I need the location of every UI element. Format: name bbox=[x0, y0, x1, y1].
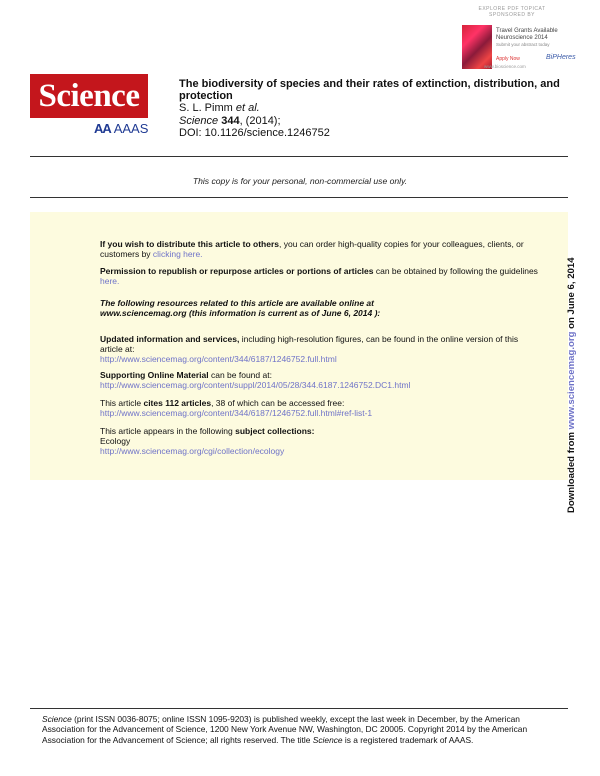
subject-prefix: This article appears in the following bbox=[100, 426, 236, 436]
cites-section bbox=[100, 398, 540, 418]
aaas-logo bbox=[94, 121, 148, 136]
references-link[interactable]: http://www.sciencemag.org/content/344/6187/1246752.full.html#ref-list-1 bbox=[100, 408, 373, 418]
full-text-link[interactable]: http://www.sciencemag.org/content/344/6187/1246752.full.html bbox=[100, 354, 337, 364]
copy-notice: This copy is for your personal, non-commercial use only. bbox=[192, 176, 408, 186]
ad-title-line1: Travel Grants Available bbox=[496, 28, 558, 34]
distribute-heading: If you wish to distribute this article to others bbox=[100, 239, 279, 249]
footer-trademark-name: Science bbox=[312, 734, 343, 745]
science-logo-text: Science bbox=[38, 78, 140, 114]
article-citation bbox=[179, 115, 574, 127]
subject-heading: subject collections: bbox=[235, 426, 315, 436]
permission-section bbox=[100, 266, 540, 286]
clicking-here-link[interactable]: clicking here. bbox=[152, 249, 203, 259]
journal-volume: 344 bbox=[221, 114, 240, 127]
cites-count: cites 112 articles bbox=[143, 398, 212, 408]
subject-collection-link[interactable]: http://www.sciencemag.org/cgi/collection/ecology bbox=[100, 446, 285, 456]
resources-line2: www.sciencemag.org (this information is current as of June 6, 2014 ): bbox=[100, 308, 381, 318]
guidelines-here-link[interactable]: here. bbox=[100, 276, 120, 286]
som-section bbox=[100, 370, 540, 390]
divider-footer bbox=[30, 708, 568, 709]
permission-text: can be obtained by following the guidelines bbox=[373, 266, 538, 276]
article-title: The biodiversity of species and their rates of extinction, distribution, and protection bbox=[179, 78, 560, 103]
som-text: can be found at: bbox=[208, 370, 272, 380]
ad-header-line2: SPONSORED BY bbox=[488, 12, 535, 18]
article-authors bbox=[179, 102, 574, 114]
ad-brand-logo: BiPHeres bbox=[546, 54, 576, 61]
ad-title-line2: Neuroscience 2014 bbox=[496, 35, 548, 41]
footer-trademark-text: is a registered trademark of AAAS. bbox=[342, 734, 474, 745]
resources-section bbox=[100, 298, 540, 318]
download-prefix: Downloaded from bbox=[566, 429, 577, 513]
permission-heading: Permission to republish or repurpose articles or portions of articles bbox=[100, 266, 374, 276]
journal-name: Science bbox=[179, 114, 219, 127]
cites-prefix: This article bbox=[100, 398, 144, 408]
science-logo bbox=[30, 74, 148, 118]
author-etal: et al. bbox=[235, 102, 260, 115]
som-link[interactable]: http://www.sciencemag.org/content/suppl/2014/05/28/344.6187.1246752.DC1.html bbox=[100, 380, 411, 390]
divider-middle bbox=[30, 197, 568, 198]
sciencemag-link[interactable]: www.sciencemag.org bbox=[566, 331, 577, 430]
download-date: on June 6, 2014 bbox=[566, 257, 577, 332]
article-doi: DOI: 10.1126/science.1246752 bbox=[179, 126, 330, 139]
divider-top bbox=[30, 156, 568, 157]
aaas-mark-icon: AA bbox=[94, 121, 111, 136]
author-name: S. L. Pimm bbox=[179, 102, 233, 115]
updated-heading: Updated information and services, bbox=[100, 334, 240, 344]
ad-header-line1: EXPLORE PDF TOPICAT bbox=[478, 6, 546, 12]
footer-journal-name: Science bbox=[42, 714, 72, 724]
ad-header bbox=[456, 6, 568, 18]
aaas-text: AAAS bbox=[113, 121, 149, 136]
updated-text: including high-resolution figures, can be found in the online version of this article at: bbox=[100, 334, 519, 354]
updated-section bbox=[100, 334, 540, 364]
journal-year: , (2014); bbox=[239, 114, 281, 127]
download-notice bbox=[566, 257, 577, 513]
ad-url[interactable]: www.bioscience.com bbox=[484, 64, 526, 69]
footer-text: (print ISSN 0036-8075; online ISSN 1095-9203) is published weekly, except the last week in December, by the American Association for the Advancement of Science, 1200 New York Avenue NW, Washington, DC 20005. Copyright 2014 by the American Association for the Advancement of Science; all rights reserved. The title bbox=[42, 714, 528, 745]
article-metadata bbox=[179, 78, 574, 139]
ad-title bbox=[496, 28, 558, 42]
ad-subtext: Submit your abstract today bbox=[496, 42, 550, 47]
subject-section bbox=[100, 426, 540, 456]
cites-text: , 38 of which can be accessed free: bbox=[211, 398, 345, 408]
ad-image bbox=[462, 25, 492, 69]
distribute-section bbox=[100, 239, 540, 259]
ad-apply-link[interactable]: Apply Now bbox=[496, 56, 520, 62]
distribute-text: , you can order high-quality copies for your colleagues, clients, or customers by bbox=[100, 239, 524, 259]
advertisement-banner[interactable] bbox=[456, 6, 576, 70]
footer-notice bbox=[42, 714, 562, 745]
resources-line1: The following resources related to this article are available online at bbox=[100, 298, 374, 308]
som-heading: Supporting Online Material bbox=[100, 370, 209, 380]
subject-name: Ecology bbox=[100, 436, 131, 446]
